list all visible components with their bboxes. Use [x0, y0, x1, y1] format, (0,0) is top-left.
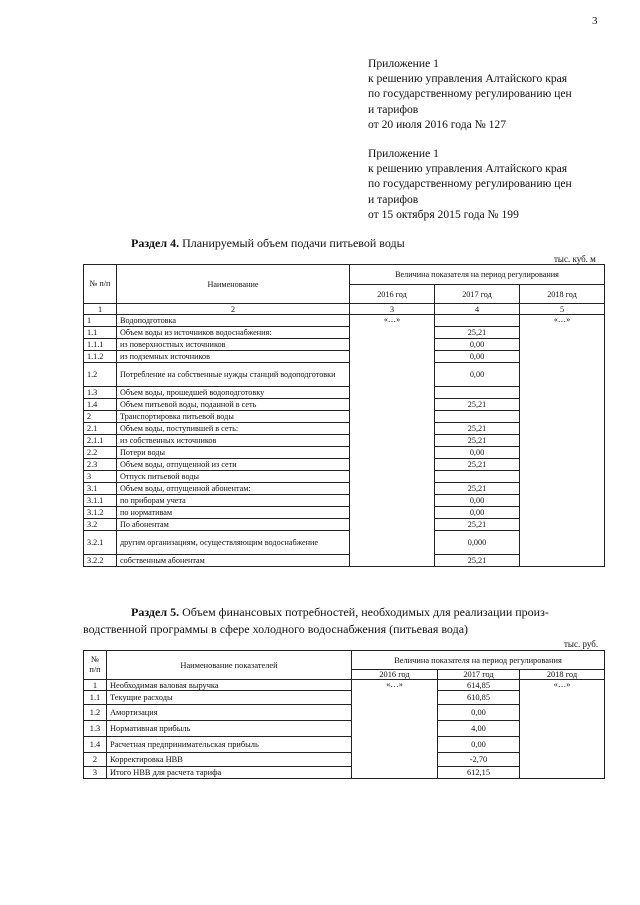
value-2017: 0,00: [435, 339, 520, 351]
appendix-line: от 15 октября 2015 года № 199: [368, 207, 519, 221]
value-2017: 25,21: [435, 423, 520, 435]
value-2017: 25,21: [435, 399, 520, 411]
value-2017: 25,21: [435, 327, 520, 339]
row-number: 1.2: [84, 363, 117, 387]
row-number: 1.2: [84, 705, 107, 721]
row-number: 3.2: [84, 519, 117, 531]
row-name: Потребление на собственные нужды станций водоподготовки: [117, 363, 350, 387]
placeholder-2018: «…»: [520, 315, 605, 567]
placeholder-2018: «…»: [520, 680, 605, 779]
row-name: по приборам учета: [117, 495, 350, 507]
section5-table: [83, 650, 605, 779]
value-2017: 612,15: [438, 767, 520, 779]
row-name: Транспортировка питьевой воды: [117, 411, 350, 423]
row-number: 1.1.2: [84, 351, 117, 363]
row-number: 2: [84, 753, 107, 767]
value-2017: 0,00: [435, 507, 520, 519]
appendix-line: к решению управления Алтайского края: [368, 72, 568, 86]
row-name: Отпуск питьевой воды: [117, 471, 350, 483]
row-name: Объем воды, отпущенной из сети: [117, 459, 350, 471]
col-header-year: 2018 год: [520, 285, 605, 304]
appendix-line: и тарифов: [368, 102, 419, 116]
section4-title-text: Планируемый объем подачи питьевой воды: [179, 236, 405, 250]
value-2017: 0,00: [435, 363, 520, 387]
section5-title: [131, 605, 549, 620]
appendix-line: от 20 июля 2016 года № 127: [368, 117, 507, 131]
value-2017: 0,00: [438, 737, 520, 753]
row-name: Объем воды, прошедшей водоподготовку: [117, 387, 350, 399]
col-header-year: 2016 год: [350, 285, 435, 304]
row-number: 2.2: [84, 447, 117, 459]
row-name: Потери воды: [117, 447, 350, 459]
row-name: Корректировка НВВ: [107, 753, 352, 767]
row-name: Необходимая валовая выручка: [107, 680, 352, 691]
section4-title-number: Раздел 4.: [131, 236, 180, 250]
row-number: 1: [84, 315, 117, 327]
row-name: Водоподготовка: [117, 315, 350, 327]
col-header-year: 2017 год: [435, 285, 520, 304]
row-name: из поверхностных источников: [117, 339, 350, 351]
value-2017: 25,21: [435, 483, 520, 495]
col-header-period: Величина показателя на период регулирования: [352, 651, 605, 670]
row-name: другим организациям, осуществляющим водоснабжение: [117, 531, 350, 555]
row-number: 1.3: [84, 387, 117, 399]
value-2017: 0,00: [435, 495, 520, 507]
col-number-cell: 5: [520, 304, 605, 315]
row-name: Амортизация: [107, 705, 352, 721]
value-2017: 614,85: [438, 680, 520, 691]
row-number: 3.1.1: [84, 495, 117, 507]
value-2017: 25,21: [435, 555, 520, 567]
row-name: По абонентам: [117, 519, 350, 531]
col-number-cell: 1: [84, 304, 117, 315]
row-number: 2.3: [84, 459, 117, 471]
appendix-heading-current: [368, 56, 572, 132]
col-number-cell: 2: [117, 304, 350, 315]
row-name: Объем воды, отпущенной абонентам:: [117, 483, 350, 495]
value-2017: 0,00: [438, 705, 520, 721]
value-2017: [435, 471, 520, 483]
placeholder-2016: «…»: [352, 680, 438, 779]
col-header-year: 2017 год: [438, 670, 520, 680]
value-2017: 0,000: [435, 531, 520, 555]
col-number-cell: 3: [350, 304, 435, 315]
section5-title-text: Объем финансовых потребностей, необходимых для реализации произ-: [179, 605, 549, 619]
value-2017: 25,21: [435, 459, 520, 471]
row-name: Объем питьевой воды, поданной в сеть: [117, 399, 350, 411]
appendix-line: к решению управления Алтайского края: [368, 162, 568, 176]
row-number: 1: [84, 680, 107, 691]
row-number: 1.3: [84, 721, 107, 737]
row-name: из собственных источников: [117, 435, 350, 447]
row-name: по нормативам: [117, 507, 350, 519]
row-name: Текущие расходы: [107, 691, 352, 705]
value-2017: 4,00: [438, 721, 520, 737]
row-name: собственным абонентам: [117, 555, 350, 567]
value-2017: -2,70: [438, 753, 520, 767]
row-name: Объем воды, поступившей в сеть:: [117, 423, 350, 435]
col-number-cell: 4: [435, 304, 520, 315]
row-number: 3.1.2: [84, 507, 117, 519]
row-number: 1.1: [84, 691, 107, 705]
row-number: 2.1: [84, 423, 117, 435]
section4-title: [131, 236, 405, 251]
col-header-year: 2016 год: [352, 670, 438, 680]
row-number: 2.1.1: [84, 435, 117, 447]
value-2017: [435, 411, 520, 423]
col-header-number: № п/п: [84, 265, 117, 304]
section5-unit: тыс. руб.: [564, 639, 599, 649]
row-name: из подземных источников: [117, 351, 350, 363]
section5-title-line2: водственной программы в сфере холодного водоснабжения (питьевая вода): [83, 622, 469, 636]
row-name: Объем воды из источников водоснабжения:: [117, 327, 350, 339]
row-number: 3: [84, 471, 117, 483]
value-2017: 25,21: [435, 519, 520, 531]
row-number: 3: [84, 767, 107, 779]
section5-title-number: Раздел 5.: [131, 605, 180, 619]
table-row: [84, 315, 605, 327]
col-header-period: Величина показателя на период регулирования: [350, 265, 605, 285]
row-number: 1.1: [84, 327, 117, 339]
placeholder-2016: «…»: [350, 315, 435, 567]
row-name: Нормативная прибыль: [107, 721, 352, 737]
value-2017: 0,00: [435, 447, 520, 459]
col-header-year: 2018 год: [520, 670, 605, 680]
appendix-line: по государственному регулированию цен: [368, 87, 572, 101]
page-number: 3: [592, 15, 598, 27]
section4-table: [83, 264, 605, 567]
row-number: 3.2.1: [84, 531, 117, 555]
row-number: 1.4: [84, 399, 117, 411]
row-number: 3.2.2: [84, 555, 117, 567]
row-number: 3.1: [84, 483, 117, 495]
table-row: [84, 680, 605, 691]
value-2017: [435, 387, 520, 399]
appendix-line: Приложение 1: [368, 57, 439, 70]
section4-unit: тыс. куб. м: [554, 254, 596, 264]
value-2017: 25,21: [435, 435, 520, 447]
col-header-name: Наименование показателей: [107, 651, 352, 680]
appendix-line: по государственному регулированию цен: [368, 177, 572, 191]
value-2017: [435, 315, 520, 327]
row-number: 1.1.1: [84, 339, 117, 351]
row-name: Итого НВВ для расчета тарифа: [107, 767, 352, 779]
col-header-number: № п/п: [84, 651, 107, 680]
value-2017: 0,00: [435, 351, 520, 363]
value-2017: 610,85: [438, 691, 520, 705]
col-header-name: Наименование: [117, 265, 350, 304]
row-name: Расчетная предпринимательская прибыль: [107, 737, 352, 753]
appendix-line: и тарифов: [368, 192, 419, 206]
appendix-heading-original: [368, 146, 572, 222]
row-number: 2: [84, 411, 117, 423]
appendix-line: Приложение 1: [368, 147, 439, 160]
row-number: 1.4: [84, 737, 107, 753]
